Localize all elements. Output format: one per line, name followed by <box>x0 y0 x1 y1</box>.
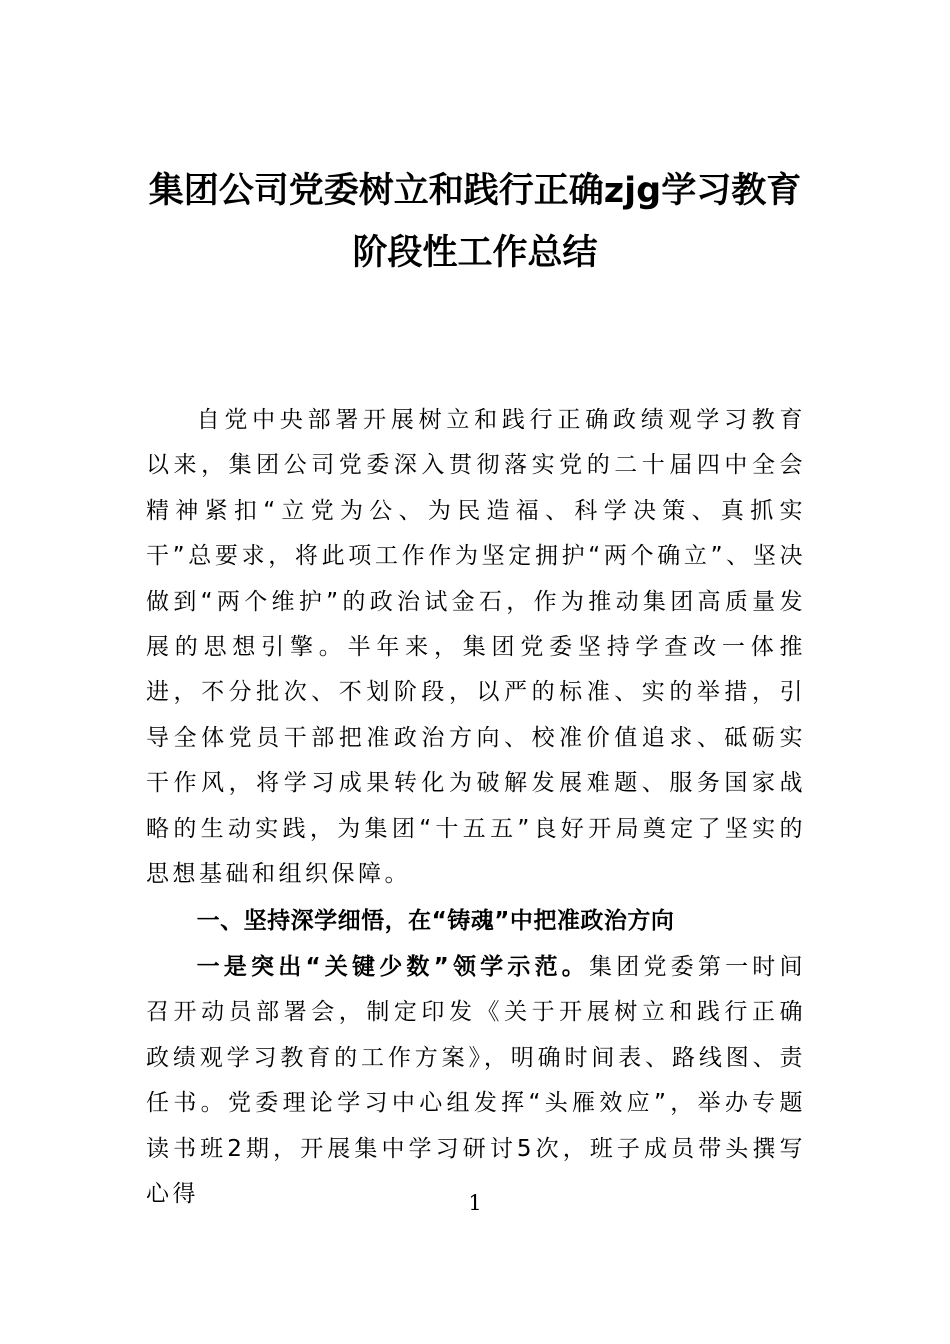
title-line-2: 阶段性工作总结 <box>352 233 598 273</box>
document-title <box>100 160 850 284</box>
page-number: 1 <box>468 1191 482 1215</box>
document-body <box>146 398 806 1217</box>
section-1-item-1 <box>146 945 806 1217</box>
intro-paragraph: 自党中央部署开展树立和践行正确政绩观学习教育以来，集团公司党委深入贯彻落实党的二十届四中全会精神紧扣“立党为公、为民造福、科学决策、真抓实干”总要求，将此项工作作为坚定拥护“两个确立”、坚决做到“两个维护”的政治试金石，作为推动集团高质量发展的思想引擎。半年来，集团党委坚持学查改一体推进，不分批次、不划阶段，以严的标准、实的举措，引导全体党员干部把准政治方向、校准价值追求、砥砺实干作风，将学习成果转化为破解发展难题、服务国家战略的生动实践，为集团“十五五”良好开局奠定了坚实的思想基础和组织保障。 <box>146 407 806 888</box>
section-1-item-1-lead: 一是突出“关键少数”领学示范。 <box>196 953 590 980</box>
title-line-1: 集团公司党委树立和践行正确zjg学习教育 <box>148 171 802 211</box>
section-1-heading: 一、坚持深学细悟，在“铸魂”中把准政治方向 <box>196 908 675 935</box>
section-1-item-1-text: 集团党委第一时间召开动员部署会，制定印发《关于开展树立和践行正确政绩观学习教育的工作方案》，明确时间表、路线图、责任书。党委理论学习中心组发挥“头雁效应”，举办专题读书班2期，开展集中学习研讨5次，班子成员带头撰写心得 <box>146 953 807 1207</box>
